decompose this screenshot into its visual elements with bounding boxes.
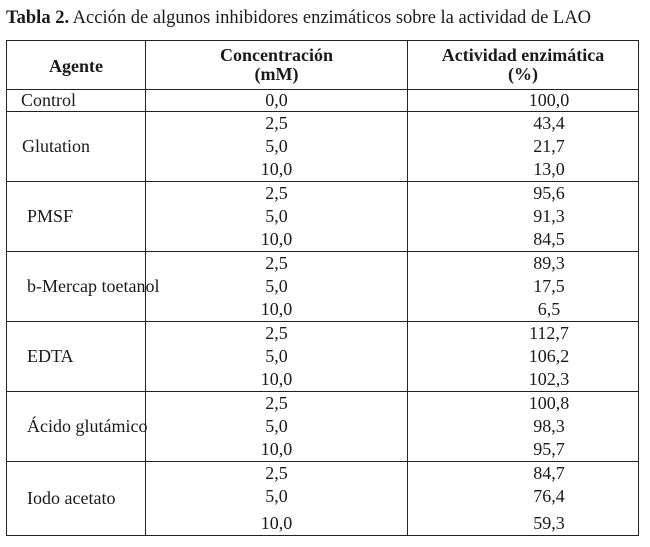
- activity-cell: [408, 462, 639, 536]
- concentration-cell: [146, 322, 408, 392]
- agent-cell: [7, 322, 146, 392]
- agent-name: Control: [21, 90, 77, 110]
- activity-value: 98,3: [533, 416, 565, 436]
- concentration-value: 2,5: [265, 113, 288, 133]
- agent-name: EDTA: [27, 346, 74, 366]
- concentration-value: 10,0: [260, 369, 293, 389]
- concentration-cell: [146, 90, 408, 112]
- activity-value: 17,5: [533, 276, 565, 296]
- activity-value: 59,3: [533, 513, 565, 533]
- activity-value: 112,7: [529, 323, 569, 343]
- activity-value: 91,3: [533, 206, 565, 226]
- activity-value: 76,4: [533, 486, 565, 506]
- concentration-value: 0,0: [265, 90, 288, 110]
- table-row: [7, 182, 639, 252]
- table-row: [7, 322, 639, 392]
- agent-name: Iodo acetato: [27, 488, 116, 508]
- header-concentration-line2: (mM): [254, 64, 299, 84]
- agent-cell: [7, 182, 146, 252]
- agent-cell: [7, 462, 146, 536]
- concentration-value: 5,0: [265, 346, 288, 366]
- row-group-edta: [7, 322, 639, 392]
- row-group-control: [7, 90, 639, 112]
- table-row: [7, 252, 639, 322]
- agent-cell: [7, 252, 160, 322]
- activity-value: 100,8: [528, 393, 570, 413]
- concentration-cell: [146, 252, 408, 322]
- header-activity-line2: (%): [508, 64, 538, 84]
- concentration-cell: [146, 182, 408, 252]
- agent-name: Glutation: [22, 136, 90, 156]
- concentration-value: 2,5: [265, 183, 288, 203]
- activity-value: 84,7: [533, 463, 565, 483]
- activity-value: 43,4: [533, 113, 565, 133]
- caption-text: Acción de algunos inhibidores enzimáticos sobre la actividad de LAO: [69, 8, 592, 28]
- concentration-value: 2,5: [265, 393, 288, 413]
- concentration-value: 2,5: [265, 463, 288, 483]
- header-activity-line1: Actividad enzimática: [441, 45, 605, 65]
- concentration-value: 10,0: [260, 159, 293, 179]
- header-activity: [408, 41, 639, 90]
- agent-name: Ácido glutámico: [27, 416, 148, 436]
- activity-value: 84,5: [533, 229, 565, 249]
- concentration-value: 5,0: [265, 486, 288, 506]
- activity-cell: [408, 392, 639, 462]
- concentration-cell: [146, 392, 408, 462]
- agent-cell: [7, 392, 146, 462]
- concentration-cell: [146, 112, 408, 182]
- row-group-acido-glutamico: [7, 392, 639, 462]
- activity-value: 21,7: [533, 136, 565, 156]
- activity-value: 13,0: [533, 159, 565, 179]
- header-concentration-line1: Concentración: [220, 45, 333, 65]
- activity-value: 100,0: [528, 90, 570, 110]
- activity-value: 89,3: [533, 253, 565, 273]
- activity-cell: [408, 322, 639, 392]
- activity-cell: [408, 252, 639, 322]
- activity-value: 106,2: [528, 346, 570, 366]
- caption-label: Tabla 2.: [6, 8, 70, 28]
- activity-cell: [408, 90, 639, 112]
- table-row: [7, 90, 639, 112]
- row-group-pmsf: [7, 182, 639, 252]
- header-concentration: [146, 41, 408, 90]
- concentration-value: 2,5: [265, 323, 288, 343]
- activity-cell: [408, 112, 639, 182]
- concentration-value: 10,0: [260, 513, 293, 533]
- agent-name: PMSF: [27, 206, 74, 226]
- table-row: [7, 112, 639, 182]
- activity-value: 95,6: [533, 183, 565, 203]
- concentration-value: 5,0: [265, 276, 288, 296]
- activity-cell: [408, 182, 639, 252]
- row-group-glutation: [7, 112, 639, 182]
- row-group-mercaptoetanol: [7, 252, 639, 322]
- activity-value: 95,7: [533, 439, 565, 459]
- activity-value: 102,3: [528, 369, 570, 389]
- table-row: [7, 462, 639, 536]
- concentration-value: 10,0: [260, 229, 293, 249]
- table-row: [7, 392, 639, 462]
- agent-cell: [7, 90, 146, 112]
- concentration-cell: [146, 462, 408, 536]
- agent-name: b-Mercap toetanol: [27, 276, 160, 296]
- header-agent: Agente: [7, 41, 146, 90]
- table-header: [7, 41, 639, 90]
- inhibitor-table: [6, 40, 639, 536]
- table-caption: [6, 6, 650, 30]
- agent-cell: [7, 112, 146, 182]
- concentration-value: 5,0: [265, 206, 288, 226]
- row-group-iodo-acetato: [7, 462, 639, 536]
- concentration-value: 5,0: [265, 136, 288, 156]
- concentration-value: 10,0: [260, 439, 293, 459]
- concentration-value: 2,5: [265, 253, 288, 273]
- concentration-value: 10,0: [260, 299, 293, 319]
- concentration-value: 5,0: [265, 416, 288, 436]
- activity-value: 6,5: [537, 299, 561, 319]
